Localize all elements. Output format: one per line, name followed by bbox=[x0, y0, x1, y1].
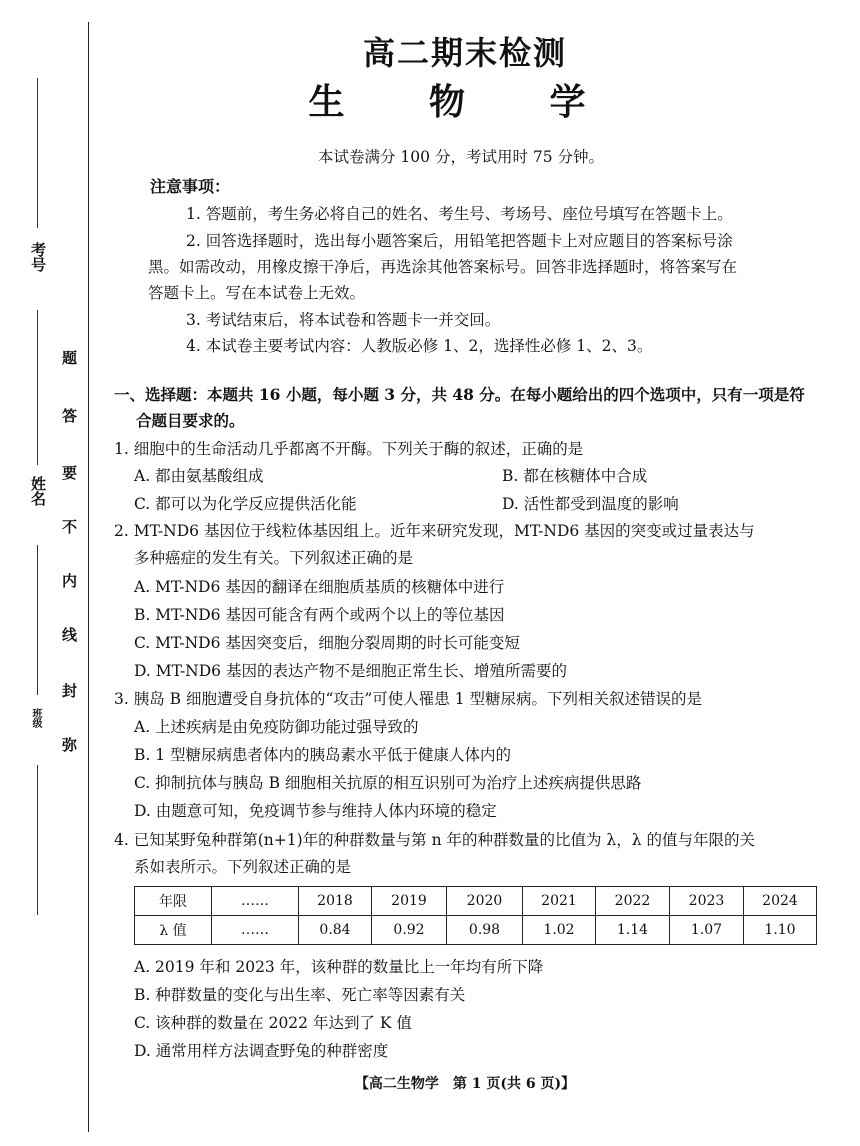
section-heading-cont: 合题目要求的。 bbox=[136, 411, 245, 430]
table-cell: 0.84 bbox=[299, 916, 372, 945]
question-2-stem: 2. MT-ND6 基因位于线粒体基因组上。近年来研究发现，MT-ND6 基因的突变或过量表达与 bbox=[114, 522, 755, 540]
table-cell: 2020 bbox=[447, 887, 523, 916]
q2-option-b: B. MT-ND6 基因可能含有两个或两个以上的等位基因 bbox=[134, 606, 505, 624]
notice-line: 黑。如需改动，用橡皮擦干净后，再选涂其他答案标号。回答非选择题时，将答案写在 bbox=[148, 258, 738, 276]
lambda-table bbox=[134, 886, 817, 945]
table-cell: …… bbox=[212, 887, 299, 916]
name-blank bbox=[37, 310, 38, 465]
question-1-stem: 1. 细胞中的生命活动几乎都离不开酶。下列关于酶的叙述，正确的是 bbox=[114, 440, 584, 458]
page-footer: 【高二生物学 第 1 页(共 6 页)】 bbox=[354, 1076, 576, 1092]
warning-char: 答 bbox=[62, 407, 78, 425]
exam-title: 高二期末检测 bbox=[362, 34, 567, 72]
table-cell: …… bbox=[212, 916, 299, 945]
warning-char: 弥 bbox=[62, 736, 78, 754]
section-heading: 一、选择题：本题共 16 小题，每小题 3 分，共 48 分。在每小题给出的四个选项中，只有一项是符 bbox=[114, 385, 805, 404]
notice-line: 答题卡上。写在本试卷上无效。 bbox=[148, 284, 366, 302]
q2-option-d: D. MT-ND6 基因的表达产物不是细胞正常生长、增殖所需要的 bbox=[134, 662, 567, 680]
exam-info: 本试卷满分 100 分，考试用时 75 分钟。 bbox=[318, 148, 605, 166]
subject-title: 生 物 学 bbox=[308, 81, 622, 123]
warning-char: 线 bbox=[62, 626, 78, 644]
exam-number-label: 考号 bbox=[29, 242, 47, 272]
q4-option-c: C. 该种群的数量在 2022 年达到了 K 值 bbox=[134, 1014, 412, 1032]
table-row bbox=[135, 887, 817, 916]
class-blank bbox=[37, 545, 38, 695]
table-header-cell: 年限 bbox=[135, 887, 212, 916]
class-blank-lower bbox=[37, 765, 38, 915]
table-cell: 2024 bbox=[744, 887, 817, 916]
q2-option-a: A. MT-ND6 基因的翻译在细胞质基质的核糖体中进行 bbox=[134, 578, 505, 596]
warning-char: 题 bbox=[62, 349, 78, 367]
q3-option-a: A. 上述疾病是由免疫防御功能过强导致的 bbox=[134, 718, 419, 736]
notice-heading: 注意事项： bbox=[150, 177, 231, 196]
exam-number-blank bbox=[37, 78, 38, 228]
table-cell: 1.10 bbox=[744, 916, 817, 945]
notice-line: 2. 回答选择题时，选出每小题答案后，用铅笔把答题卡上对应题目的答案标号涂 bbox=[186, 232, 733, 250]
table-cell: 2022 bbox=[596, 887, 670, 916]
warning-char: 内 bbox=[62, 572, 78, 590]
notice-line: 1. 答题前，考生务必将自己的姓名、考生号、考场号、座位号填写在答题卡上。 bbox=[186, 205, 733, 223]
table-row bbox=[135, 916, 817, 945]
q2-option-c: C. MT-ND6 基因突变后，细胞分裂周期的时长可能变短 bbox=[134, 634, 520, 652]
q4-option-b: B. 种群数量的变化与出生率、死亡率等因素有关 bbox=[134, 986, 466, 1004]
q4-option-d: D. 通常用样方法调查野兔的种群密度 bbox=[134, 1042, 389, 1060]
table-cell: 0.92 bbox=[372, 916, 447, 945]
table-cell: 2018 bbox=[299, 887, 372, 916]
notice-line: 3. 考试结束后，将本试卷和答题卡一并交回。 bbox=[186, 311, 501, 329]
table-cell: 0.98 bbox=[447, 916, 523, 945]
warning-char: 封 bbox=[62, 682, 78, 700]
table-cell: 2023 bbox=[670, 887, 744, 916]
table-cell: 1.02 bbox=[523, 916, 596, 945]
binding-sidebar bbox=[0, 0, 100, 1146]
question-3-stem: 3. 胰岛 B 细胞遭受自身抗体的“攻击”可使人罹患 1 型糖尿病。下列相关叙述错误的是 bbox=[114, 690, 703, 708]
q1-option-b: B. 都在核糖体中合成 bbox=[502, 467, 648, 485]
q1-option-c: C. 都可以为化学反应提供活化能 bbox=[134, 495, 357, 513]
warning-char: 要 bbox=[62, 464, 78, 482]
table-cell: 2019 bbox=[372, 887, 447, 916]
question-4-stem-cont: 系如表所示。下列叙述正确的是 bbox=[134, 858, 352, 876]
name-label: 姓名 bbox=[29, 476, 47, 506]
table-cell: 2021 bbox=[523, 887, 596, 916]
binding-line bbox=[88, 22, 89, 1132]
q4-option-a: A. 2019 年和 2023 年，该种群的数量比上一年均有所下降 bbox=[134, 958, 544, 976]
question-2-stem-cont: 多种癌症的发生有关。下列叙述正确的是 bbox=[134, 549, 414, 567]
question-4-stem: 4. 已知某野兔种群第(n+1)年的种群数量与第 n 年的种群数量的比值为 λ，λ 的值与年限的关 bbox=[114, 831, 755, 849]
table-header-cell: λ 值 bbox=[135, 916, 212, 945]
table-cell: 1.07 bbox=[670, 916, 744, 945]
warning-char: 不 bbox=[62, 518, 78, 536]
q3-option-c: C. 抑制抗体与胰岛 B 细胞相关抗原的相互识别可为治疗上述疾病提供思路 bbox=[134, 774, 642, 792]
q3-option-b: B. 1 型糖尿病患者体内的胰岛素水平低于健康人体内的 bbox=[134, 746, 512, 764]
class-label: 班级 bbox=[30, 708, 41, 728]
table-cell: 1.14 bbox=[596, 916, 670, 945]
q1-option-a: A. 都由氨基酸组成 bbox=[134, 467, 264, 485]
q3-option-d: D. 由题意可知，免疫调节参与维持人体内环境的稳定 bbox=[134, 802, 497, 820]
notice-line: 4. 本试卷主要考试内容：人教版必修 1、2，选择性必修 1、2、3。 bbox=[186, 337, 653, 355]
q1-option-d: D. 活性都受到温度的影响 bbox=[502, 495, 679, 513]
